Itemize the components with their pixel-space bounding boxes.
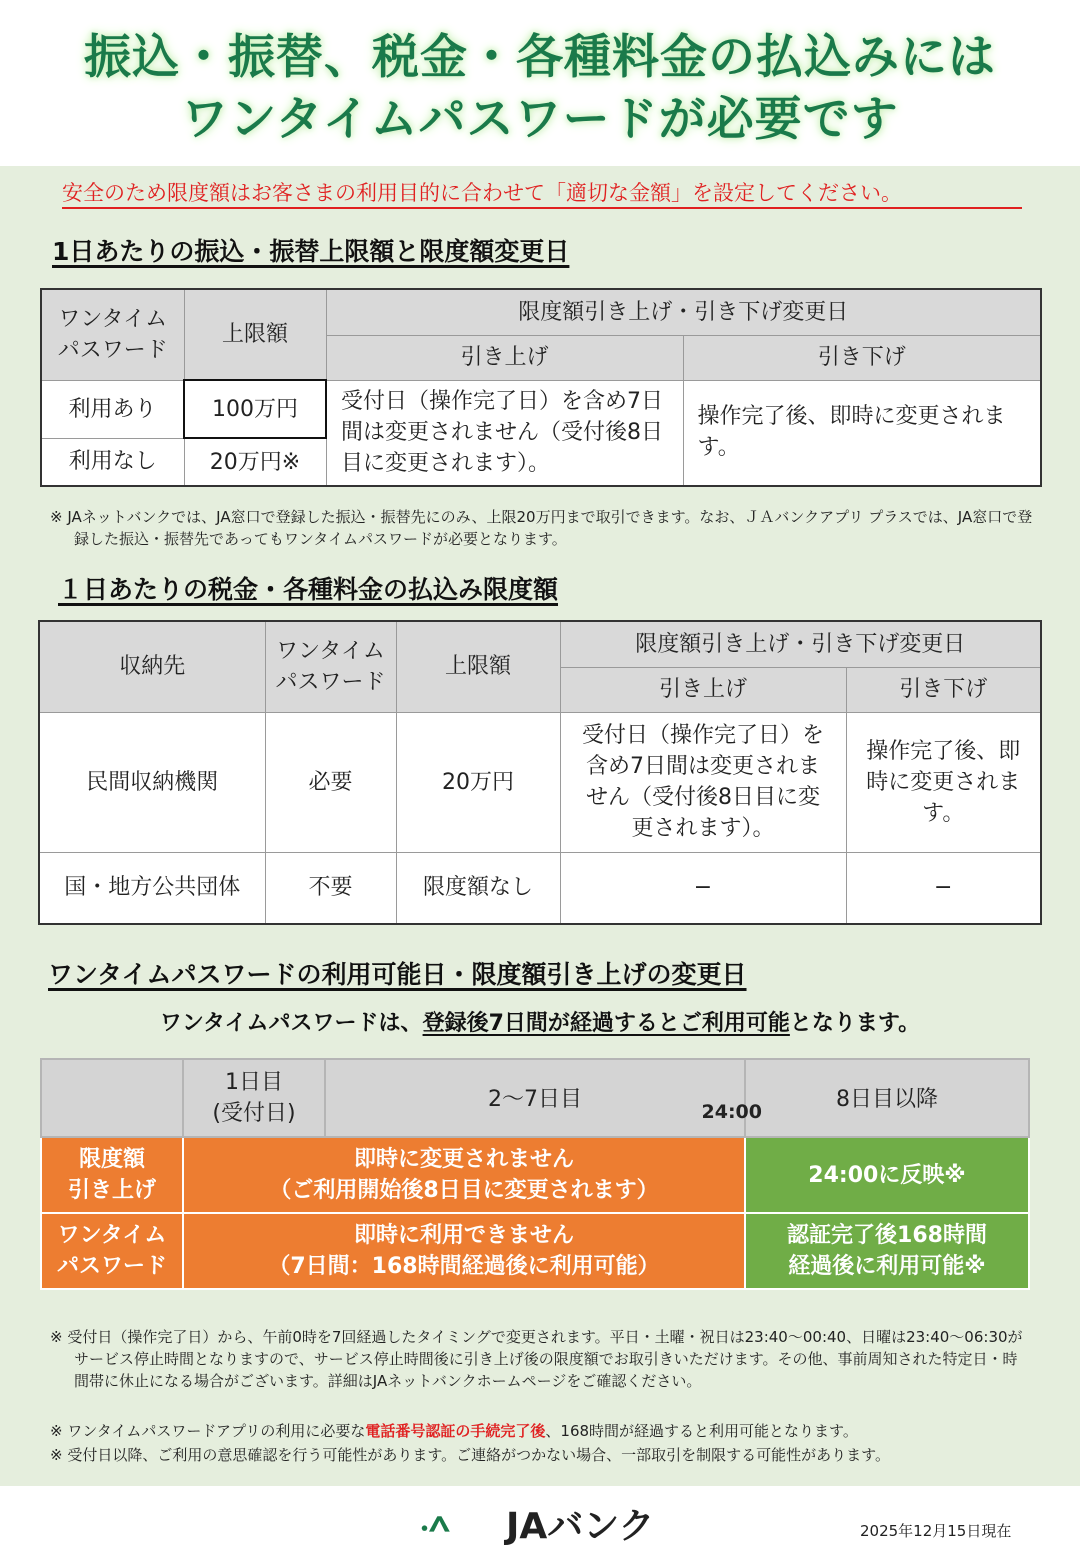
section1-title: 1日あたりの振込・振替上限額と限度額変更日 — [52, 237, 570, 266]
section3-note3: ※ 受付日以降、ご利用の意思確認を行う可能性があります。ご連絡がつかない場合、一部取引を制限する可能性があります。 — [50, 1446, 890, 1464]
schedule-table — [40, 1058, 1030, 1290]
section3-title: ワンタイムパスワードの利用可能日・限度額引き上げの変更日 — [48, 960, 747, 989]
row-otp-pending: 即時に利用できません （7日間：168時間経過後に利用可能） — [183, 1213, 745, 1289]
safety-notice: 安全のため限度額はお客さまの利用目的に合わせて「適切な金額」を設定してください。 — [62, 179, 1022, 209]
header-lower: 引き下げ — [846, 667, 1041, 712]
row-limit-raise-pending: 即時に変更されません （ご利用開始後8日目に変更されます） — [183, 1137, 745, 1213]
row-otp-available: 認証完了後168時間 経過後に利用可能※ — [745, 1213, 1029, 1289]
header-otp: ワンタイム パスワード — [41, 289, 184, 380]
subtitle-pre: ワンタイムパスワードは、 — [159, 1011, 423, 1036]
header-day1: 1日目 (受付日) — [183, 1059, 325, 1137]
section1-note: ※ JAネットバンクでは、JA窓口で登録した振込・振替先にのみ、上限20万円まで取引できます。なお、ＪＡバンクアプリ プラスでは、JA窓口で登録した振込・振替先であってもワンタイムパスワードが必要となります。 — [50, 508, 1033, 548]
note2-red: 電話番号認証の手続完了後 — [365, 1422, 546, 1440]
row-private-payee: 民間収納機関 — [39, 712, 265, 852]
header-day8: 8日目以降 — [745, 1059, 1029, 1137]
section3-note1: ※ 受付日（操作完了日）から、午前0時を7回経過したタイミングで変更されます。平日・土曜・祝日は23:40〜00:40、日曜は23:40〜06:30がサービス停止時間となりますので、サービス停止時間後に引き上げ後の限度額でお取引きいただけます。その他、事前周知された特定日・時間帯に休止になる場合がございます。詳細はJAネットバンクホームページをご確認ください。 — [50, 1328, 1023, 1390]
section3-note2 — [50, 1420, 1030, 1442]
header-change-date: 限度額引き上げ・引き下げ変更日 — [326, 289, 1041, 335]
header — [0, 0, 1080, 166]
footer — [0, 1486, 1080, 1560]
row-limit-raise-effective: 24:00に反映※ — [745, 1137, 1029, 1213]
section2-title: １日あたりの税金・各種料金の払込み限度額 — [58, 575, 559, 604]
header-limit: 上限額 — [396, 621, 560, 712]
raise-description: 受付日（操作完了日）を含め7日間は変更されません（受付後8日目に変更されます）。 — [326, 380, 683, 486]
row-public-otp: 不要 — [265, 852, 396, 924]
row-public-payee: 国・地方公共団体 — [39, 852, 265, 924]
row-private-raise: 受付日（操作完了日）を含め7日間は変更されません（受付後8日目に変更されます）。 — [560, 712, 846, 852]
page-title-line1: 振込・振替、税金・各種料金の払込みには — [84, 30, 996, 85]
header-limit: 上限額 — [184, 289, 326, 380]
ja-bank-logo — [420, 1494, 510, 1554]
header-raise: 引き上げ — [560, 667, 846, 712]
row-otp-yes-label: 利用あり — [41, 380, 184, 438]
row-limit-raise-label: 限度額 引き上げ — [41, 1137, 183, 1213]
header-raise: 引き上げ — [326, 335, 683, 380]
header-empty — [41, 1059, 183, 1137]
subtitle-underlined: 登録後7日間が経過するとご利用可能 — [422, 1011, 790, 1036]
day2-7-label: 2〜7日目 — [488, 1087, 582, 1112]
midnight-marker: 24:00 — [701, 1101, 762, 1123]
transfer-limit-table — [40, 288, 1042, 487]
header-day2-7 — [325, 1059, 762, 1137]
note2-pre: ※ ワンタイムパスワードアプリの利用に必要な — [50, 1422, 366, 1440]
row-otp-label: ワンタイム パスワード — [41, 1213, 183, 1289]
subtitle-post: となります。 — [789, 1011, 921, 1036]
note2-post: 、168時間が経過すると利用可能となります。 — [545, 1422, 858, 1440]
header-otp: ワンタイム パスワード — [265, 621, 396, 712]
row-public-limit: 限度額なし — [396, 852, 560, 924]
as-of-date: 2025年12月15日現在 — [860, 1522, 1012, 1540]
row-otp-no-label: 利用なし — [41, 438, 184, 486]
logo-text: JAバンク — [506, 1506, 655, 1547]
row-private-otp: 必要 — [265, 712, 396, 852]
row-public-lower: − — [846, 852, 1041, 924]
lower-description: 操作完了後、即時に変更されます。 — [683, 380, 1041, 486]
header-payee: 収納先 — [39, 621, 265, 712]
section3-subtitle — [0, 1006, 1080, 1037]
header-change-date: 限度額引き上げ・引き下げ変更日 — [560, 621, 1041, 667]
payment-limit-table — [38, 620, 1042, 925]
row-private-limit: 20万円 — [396, 712, 560, 852]
page-title-line2: ワンタイムパスワードが必要です — [181, 92, 899, 147]
row-otp-no-limit: 20万円※ — [184, 438, 326, 486]
row-public-raise: − — [560, 852, 846, 924]
header-lower: 引き下げ — [683, 335, 1041, 380]
row-private-lower: 操作完了後、即時に変更されます。 — [846, 712, 1041, 852]
row-otp-yes-limit: 100万円 — [184, 380, 326, 438]
